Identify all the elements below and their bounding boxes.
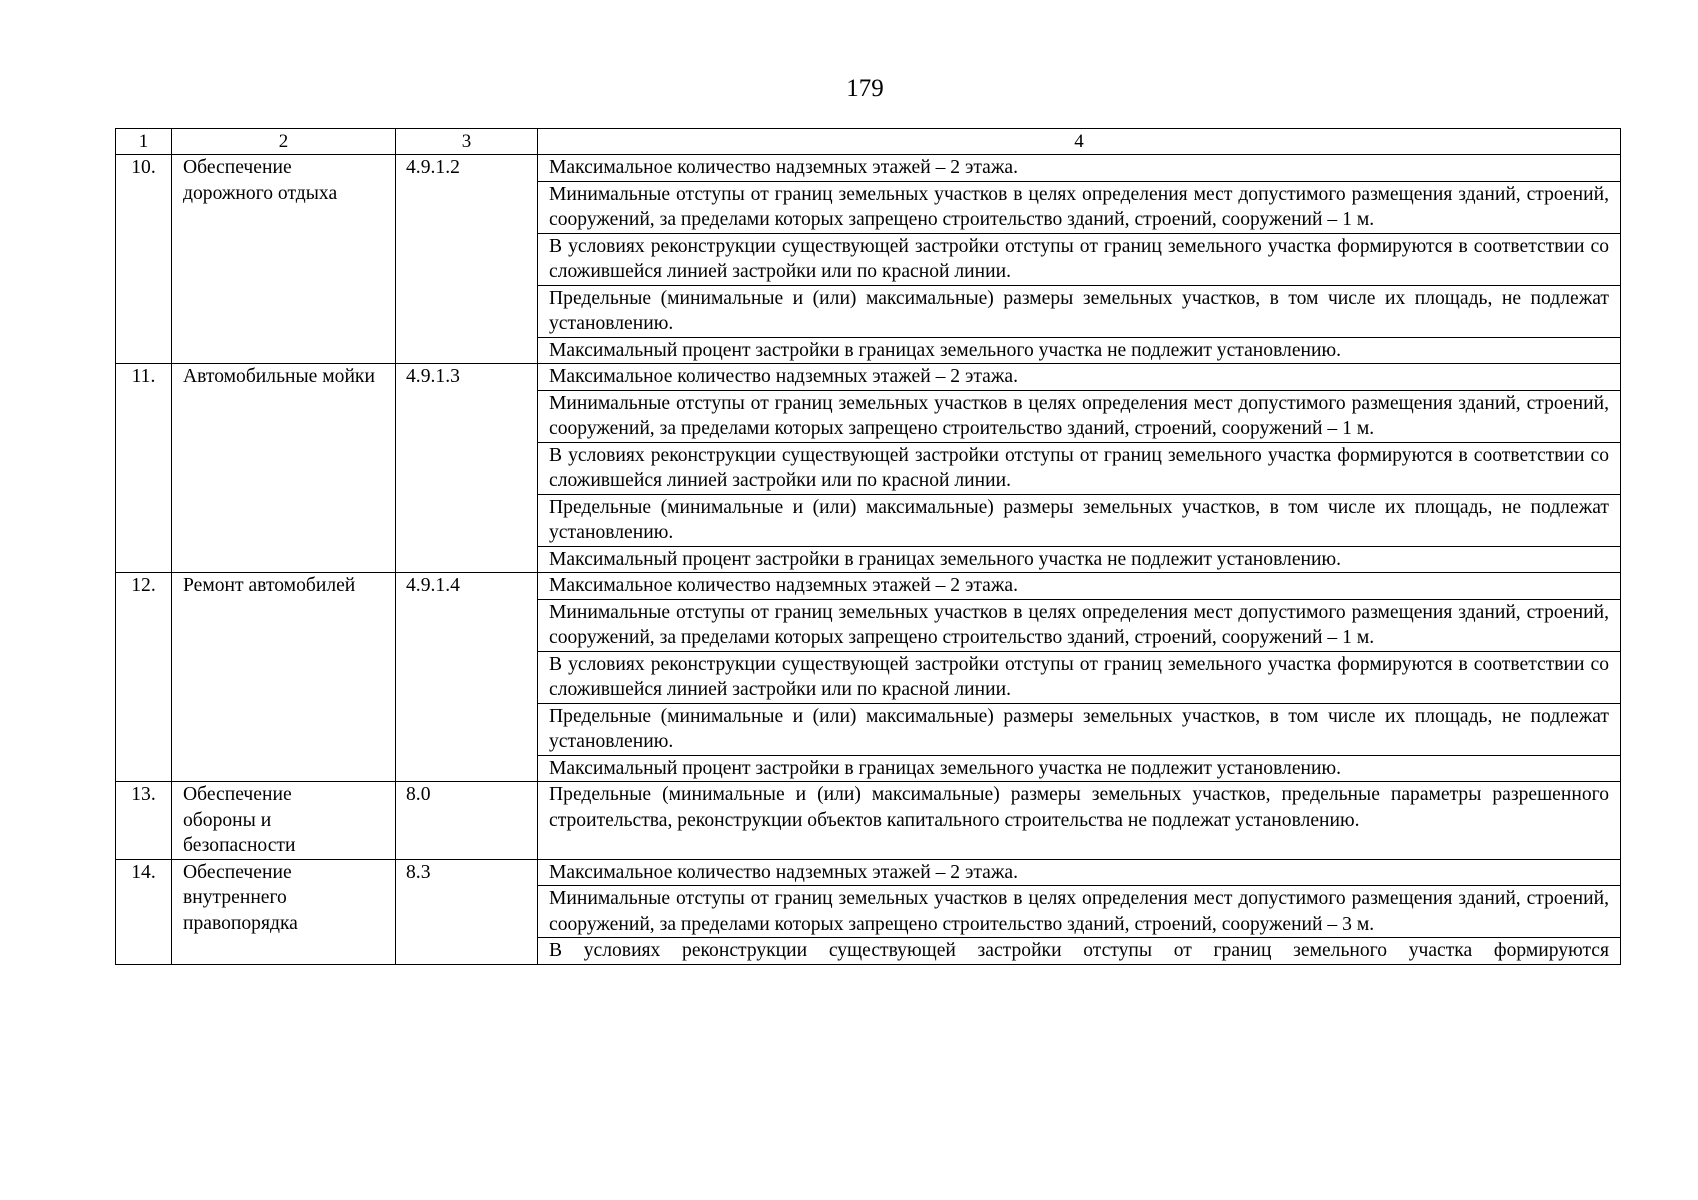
use-type-code: 4.9.1.4	[396, 573, 538, 782]
use-type-name: Автомобильные мойки	[172, 364, 396, 573]
parameter-cell: В условиях реконструкции существующей застройки отступы от границ земельного участка формируются в соответствии со сложившейся линией застройки или по красной линии.	[538, 233, 1621, 285]
use-type-name: Ремонт автомобилей	[172, 573, 396, 782]
parameter-cell: В условиях реконструкции существующей застройки отступы от границ земельного участка формируются	[538, 938, 1621, 965]
table-row	[116, 573, 1621, 600]
header-col-4: 4	[538, 129, 1621, 155]
parameter-cell: Максимальный процент застройки в границах земельного участка не подлежит установлению.	[538, 337, 1621, 364]
parameter-cell: В условиях реконструкции существующей застройки отступы от границ земельного участка формируются в соответствии со сложившейся линией застройки или по красной линии.	[538, 442, 1621, 494]
row-number: 11.	[116, 364, 172, 573]
use-type-code: 4.9.1.3	[396, 364, 538, 573]
use-type-code: 8.3	[396, 859, 538, 964]
parameter-cell: Максимальное количество надземных этажей – 2 этажа.	[538, 573, 1621, 600]
use-type-code: 4.9.1.2	[396, 155, 538, 364]
row-number: 14.	[116, 859, 172, 964]
parameter-cell: Максимальный процент застройки в границах земельного участка не подлежит установлению.	[538, 755, 1621, 782]
header-col-1: 1	[116, 129, 172, 155]
parameter-cell: Максимальное количество надземных этажей – 2 этажа.	[538, 364, 1621, 391]
use-type-name-text: Обеспечение внутреннего правопорядка	[183, 861, 298, 934]
table-row	[116, 364, 1621, 391]
parameter-cell: Предельные (минимальные и (или) максимальные) размеры земельных участков, в том числе их площадь, не подлежат установлению.	[538, 703, 1621, 755]
row-number: 12.	[116, 573, 172, 782]
use-type-name	[172, 859, 396, 964]
parameter-cell: Предельные (минимальные и (или) максимальные) размеры земельных участков, в том числе их площадь, не подлежат установлению.	[538, 494, 1621, 546]
parameter-cell: Максимальное количество надземных этажей – 2 этажа.	[538, 155, 1621, 182]
use-type-name-text: Обеспечение обороны и безопасности	[183, 784, 296, 856]
parameter-cell: Максимальное количество надземных этажей – 2 этажа.	[538, 859, 1621, 886]
header-col-2: 2	[172, 129, 396, 155]
parameter-cell: В условиях реконструкции существующей застройки отступы от границ земельного участка формируются в соответствии со сложившейся линией застройки или по красной линии.	[538, 651, 1621, 703]
parameter-cell: Максимальный процент застройки в границах земельного участка не подлежит установлению.	[538, 546, 1621, 573]
header-col-3: 3	[396, 129, 538, 155]
use-type-code: 8.0	[396, 782, 538, 860]
parameter-cell: Минимальные отступы от границ земельных участков в целях определения мест допустимого размещения зданий, строений, сооружений, за пределами которых запрещено строительство зданий, строений, сооружений – 3 м.	[538, 886, 1621, 938]
parameter-cell: Предельные (минимальные и (или) максимальные) размеры земельных участков, в том числе их площадь, не подлежат установлению.	[538, 285, 1621, 337]
row-number: 13.	[116, 782, 172, 860]
parameter-cell: Минимальные отступы от границ земельных участков в целях определения мест допустимого размещения зданий, строений, сооружений, за пределами которых запрещено строительство зданий, строений, сооружений – 1 м.	[538, 599, 1621, 651]
parameter-cell: Предельные (минимальные и (или) максимальные) размеры земельных участков, предельные параметры разрешенного строительства, реконструкции объектов капитального строительства не подлежат установлению.	[538, 782, 1621, 860]
parameter-cell: Минимальные отступы от границ земельных участков в целях определения мест допустимого размещения зданий, строений, сооружений, за пределами которых запрещено строительство зданий, строений, сооружений – 1 м.	[538, 390, 1621, 442]
table-row	[116, 859, 1621, 886]
table-row	[116, 782, 1621, 860]
parameter-cell: Минимальные отступы от границ земельных участков в целях определения мест допустимого размещения зданий, строений, сооружений, за пределами которых запрещено строительство зданий, строений, сооружений – 1 м.	[538, 181, 1621, 233]
row-number: 10.	[116, 155, 172, 364]
page-number: 179	[846, 75, 884, 102]
use-type-name	[172, 782, 396, 860]
table-row	[116, 155, 1621, 182]
zoning-parameters-table	[115, 128, 1621, 965]
table-header-row	[116, 129, 1621, 155]
use-type-name: Обеспечение дорожного отдыха	[172, 155, 396, 364]
